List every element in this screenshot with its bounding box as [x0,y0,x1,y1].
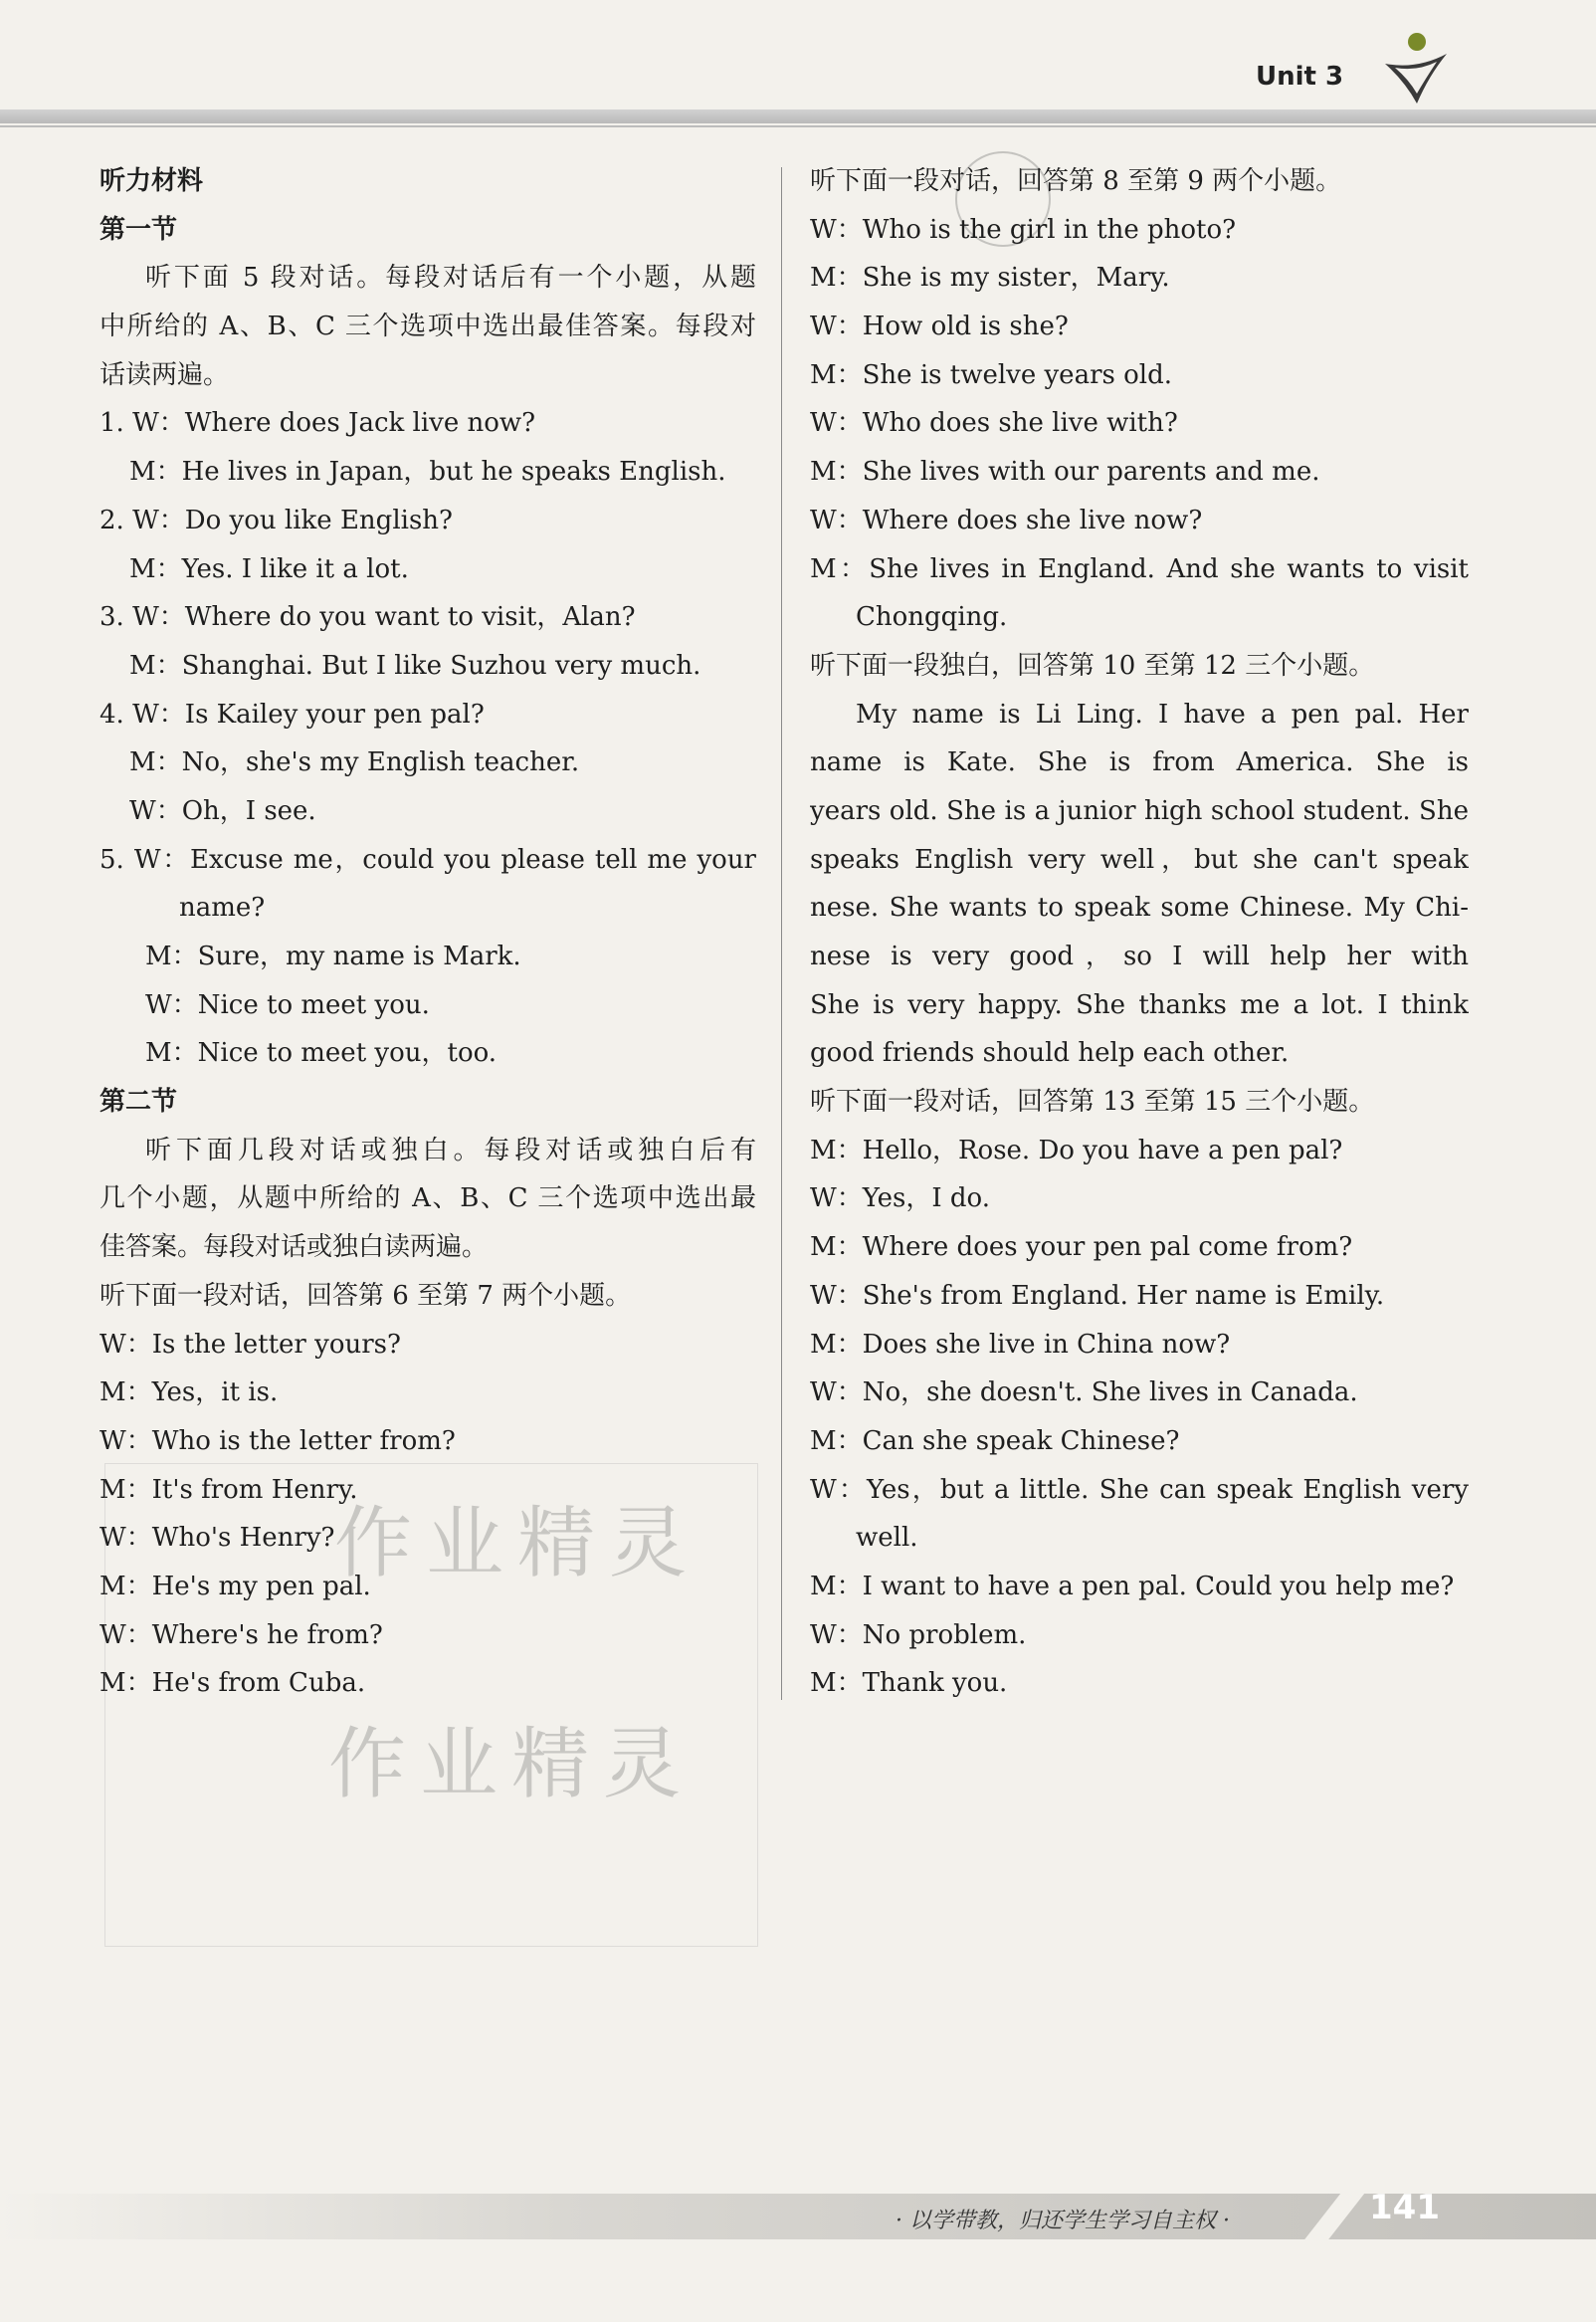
monologue-line: She is very happy. She thanks me a lot. I think [810,989,1469,1020]
right-column [810,157,1469,1708]
dialogue-line: M：Does she live in China now? [810,1329,1231,1360]
monologue-line: speaks English very well，but she can't speak [810,844,1469,875]
watermark: 作业精灵 [334,1499,701,1588]
instruction-line: 听下面一段对话，回答第 8 至第 9 两个小题。 [810,166,1342,196]
dialogue-line: W：Who's Henry? [100,1523,335,1554]
section-heading: 听力材料 [100,166,204,196]
dialogue-line: W：Yes，but a little. She can speak English very [810,1474,1469,1505]
dialogue-line: W：Who does she live with? [810,408,1178,439]
dialogue-line: W：Nice to meet you. [145,989,430,1020]
watermark: 作业精灵 [328,1720,696,1809]
instruction-line: 听下面一段对话，回答第 13 至第 15 三个小题。 [810,1087,1375,1118]
header-band [0,109,1596,123]
section-heading: 第二节 [100,1087,178,1118]
dialogue-line: well. [856,1523,918,1554]
dialogue-line: M：He's my pen pal. [100,1571,371,1601]
instruction-line: 听下面 5 段对话。每段对话后有一个小题，从题 [145,263,756,294]
column-divider [781,167,782,1700]
dialogue-line: M：He lives in Japan，but he speaks English. [129,457,726,488]
book-reader-logo-icon [1381,30,1451,109]
monologue-line: years old. She is a junior high school student. She [810,795,1469,826]
dialogue-line: M：Sure，my name is Mark. [145,942,521,971]
unit-label: Unit 3 [1256,62,1344,92]
monologue-line: good friends should help each other. [810,1038,1290,1069]
dialogue-line: M：Where does your pen pal come from? [810,1232,1353,1263]
dialogue-line: W：Oh，I see. [129,795,316,826]
monologue-line: name is Kate. She is from America. She is [810,747,1469,778]
instruction-line: 听下面一段对话，回答第 6 至第 7 两个小题。 [100,1280,632,1311]
dialogue-line: M：Can she speak Chinese? [810,1425,1180,1456]
dialogue-line: W：Where does she live now? [810,505,1203,535]
dialogue-line: W：Who is the letter from? [100,1425,456,1456]
dialogue-line: M：Thank you. [810,1668,1008,1699]
dialogue-line: 2. W：Do you like English? [100,505,453,535]
instruction-line: 听下面一段独白，回答第 10 至第 12 三个小题。 [810,650,1375,681]
dialogue-line: 1. W：Where does Jack live now? [100,408,536,439]
dialogue-line: name? [179,893,266,924]
dialogue-line: M：Hello，Rose. Do you have a pen pal? [810,1135,1343,1165]
dialogue-line: W：Yes，I do. [810,1183,990,1214]
dialogue-line: W：She's from England. Her name is Emily. [810,1280,1385,1311]
dialogue-line: W：How old is she? [810,312,1069,342]
instruction-line: 话读两遍。 [100,359,230,390]
dialogue-line: 5. W：Excuse me，could you please tell me your [100,844,756,875]
dialogue-line: 3. W：Where do you want to visit，Alan? [100,602,636,633]
header-rule [0,125,1596,127]
dialogue-line: M：It's from Henry. [100,1474,358,1505]
dialogue-line: M：Nice to meet you，too. [145,1038,498,1069]
instruction-line: 几个小题，从题中所给的 A、B、C 三个选项中选出最 [100,1183,756,1214]
dialogue-line: M：Yes. I like it a lot. [129,553,409,584]
dialogue-line: M：Yes，it is. [100,1377,279,1408]
monologue-line: My name is Li Ling. I have a pen pal. Her [856,699,1469,730]
dialogue-line: M：Shanghai. But I like Suzhou very much. [129,650,701,681]
dialogue-line: W：Where's he from? [100,1619,383,1650]
dialogue-line: W：No problem. [810,1619,1027,1650]
dialogue-line: W：Who is the girl in the photo? [810,214,1237,245]
dialogue-line: M：She lives in England. And she wants to visit [810,553,1469,584]
monologue-line: nese. She wants to speak some Chinese. My Chi- [810,893,1469,924]
dialogue-line: Chongqing. [856,602,1008,633]
instruction-line: 听下面几段对话或独白。每段对话或独白后有 [145,1135,756,1165]
dialogue-line: M：She is twelve years old. [810,359,1172,390]
dialogue-line: M：I want to have a pen pal. Could you help me? [810,1571,1455,1601]
dialogue-line: M：No，she's my English teacher. [129,747,580,778]
dialogue-line: W：No，she doesn't. She lives in Canada. [810,1377,1358,1408]
section-heading: 第一节 [100,214,178,245]
footer-motto: · 以学带教，归还学生学习自主权 · [896,2209,1230,2233]
dialogue-line: M：She lives with our parents and me. [810,457,1320,488]
dialogue-line: M：He's from Cuba. [100,1668,366,1699]
instruction-line: 中所给的 A、B、C 三个选项中选出最佳答案。每段对 [100,312,756,342]
page-number: 141 [1369,2188,1440,2227]
dialogue-line: M：She is my sister，Mary. [810,263,1170,294]
monologue-line: nese is very good，so I will help her with [810,942,1469,971]
dialogue-line: W：Is the letter yours? [100,1329,401,1360]
instruction-line: 佳答案。每段对话或独白读两遍。 [100,1232,489,1263]
dialogue-line: 4. W：Is Kailey your pen pal? [100,699,485,730]
